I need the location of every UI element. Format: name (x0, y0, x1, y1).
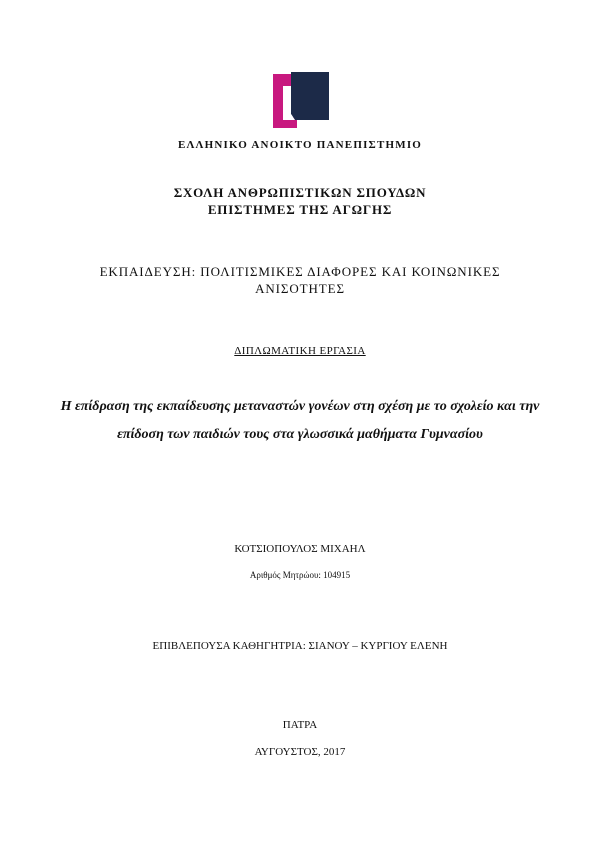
program-title: ΕΚΠΑΙΔΕΥΣΗ: ΠΟΛΙΤΙΣΜΙΚΕΣ ΔΙΑΦΟΡΕΣ ΚΑΙ ΚΟΙΝΩΝΙΚΕΣ ΑΝΙΣΟΤΗΤΕΣ (99, 264, 501, 296)
author-name: ΚΟΤΣΙΟΠΟΥΛΟΣ ΜΙΧΑΗΛ (234, 543, 366, 555)
date: ΑΥΓΟΥΣΤΟΣ, 2017 (254, 746, 346, 758)
city: ΠΑΤΡΑ (282, 719, 318, 731)
thesis-title: Η επίδραση της εκπαίδευσης μεταναστών γονέων στη σχέση με το σχολείο και την επίδοση των παιδιών τους στα γλωσσικά μαθήματα Γυμνασίου (60, 399, 540, 442)
department-name: ΕΠΙΣΤΗΜΕΣ ΤΗΣ ΑΓΩΓΗΣ (207, 202, 393, 217)
registration-number: Αριθμός Μητρώου: 104915 (249, 570, 351, 580)
school-name: ΣΧΟΛΗ ΑΝΘΡΩΠΙΣΤΙΚΩΝ ΣΠΟΥΔΩΝ (173, 185, 427, 200)
university-name: ΕΛΛΗΝΙΚΟ ΑΝΟΙΚΤΟ ΠΑΝΕΠΙΣΤΗΜΙΟ (177, 139, 423, 151)
thesis-type-label: ΔΙΠΛΩΜΑΤΙΚΗ ΕΡΓΑΣΙΑ (234, 345, 366, 357)
logo-navy-book (291, 72, 329, 120)
thesis-type (0, 345, 600, 357)
university-logo (271, 70, 331, 128)
supervisor: ΕΠΙΒΛΕΠΟΥΣΑ ΚΑΘΗΓΗΤΡΙΑ: ΣΙΑΝΟΥ – ΚΥΡΓΙΟΥ ΕΛΕΝΗ (152, 640, 448, 652)
school-heading (0, 184, 600, 218)
